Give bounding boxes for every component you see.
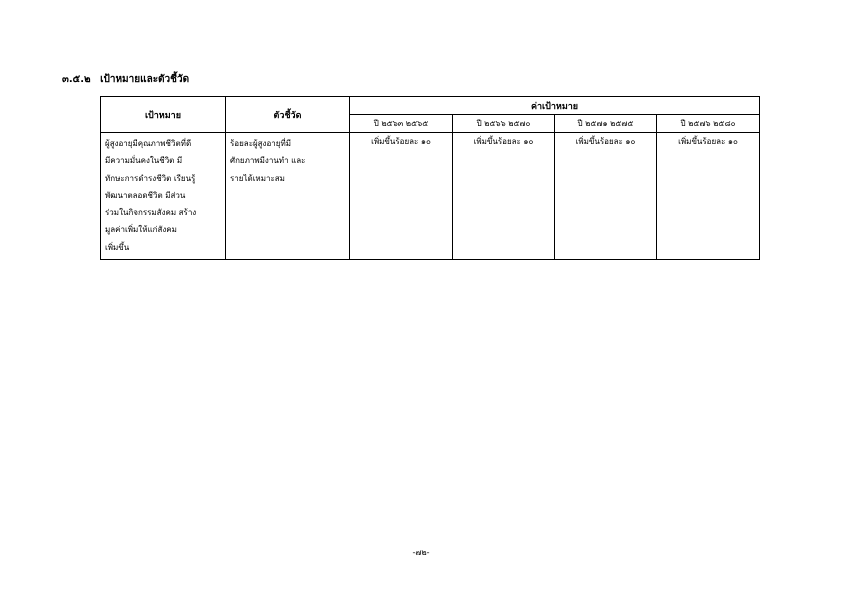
target-value: เพิ่มขึ้นร้อยละ ๑๐ xyxy=(371,137,431,146)
goal-line: เพิ่มขึ้น xyxy=(105,242,130,252)
goal-line: มีความมั่นคงในชีวิต มี xyxy=(105,156,183,166)
goals-indicators-table xyxy=(100,96,760,260)
indicator-line: ร้อยละผู้สูงอายุที่มี xyxy=(230,139,291,148)
section-title: เป้าหมายและตัวชี้วัด xyxy=(100,74,190,85)
goal-line: มูลค่าเพิ่มให้แก่สังคม xyxy=(105,225,177,235)
target-value: เพิ่มขึ้นร้อยละ ๑๐ xyxy=(678,137,738,146)
indicator-cell xyxy=(226,133,350,260)
header-target-values: ค่าเป้าหมาย xyxy=(350,97,760,115)
target-cell xyxy=(555,133,657,260)
header-period: ปี ๒๕๗๑ ๒๕๗๕ xyxy=(555,115,657,133)
target-cell xyxy=(453,133,555,260)
header-period: ปี ๒๕๗๖ ๒๕๘๐ xyxy=(657,115,760,133)
table-row xyxy=(101,133,760,260)
goal-line: ทักษะการดำรงชีวิต เรียนรู้ xyxy=(105,173,196,183)
page-number: -๗๒- xyxy=(412,548,430,557)
goal-cell xyxy=(101,133,226,260)
target-cell xyxy=(350,133,453,260)
target-cell xyxy=(657,133,760,260)
table-header-row xyxy=(101,97,760,115)
indicator-line: รายได้เหมาะสม xyxy=(230,173,285,183)
section-number: ๓.๕.๒ xyxy=(62,74,91,85)
target-value: เพิ่มขึ้นร้อยละ ๑๐ xyxy=(473,137,534,146)
target-value: เพิ่มขึ้นร้อยละ ๑๐ xyxy=(575,137,636,146)
goal-line: ร่วมในกิจกรรมสังคม สร้าง xyxy=(105,208,197,218)
section-heading xyxy=(62,74,189,86)
header-period: ปี ๒๕๖๖ ๒๕๗๐ xyxy=(453,115,555,133)
goal-line: พัฒนาตลอดชีวิต มีส่วน xyxy=(105,190,186,200)
header-indicator: ตัวชี้วัด xyxy=(226,97,350,133)
header-period: ปี ๒๕๖๓ ๒๕๖๕ xyxy=(350,115,453,133)
header-goal: เป้าหมาย xyxy=(101,97,226,133)
indicator-line: ศักยภาพมีงานทำ และ xyxy=(230,156,306,166)
goal-line: ผู้สูงอายุมีคุณภาพชีวิตที่ดี xyxy=(105,139,192,148)
